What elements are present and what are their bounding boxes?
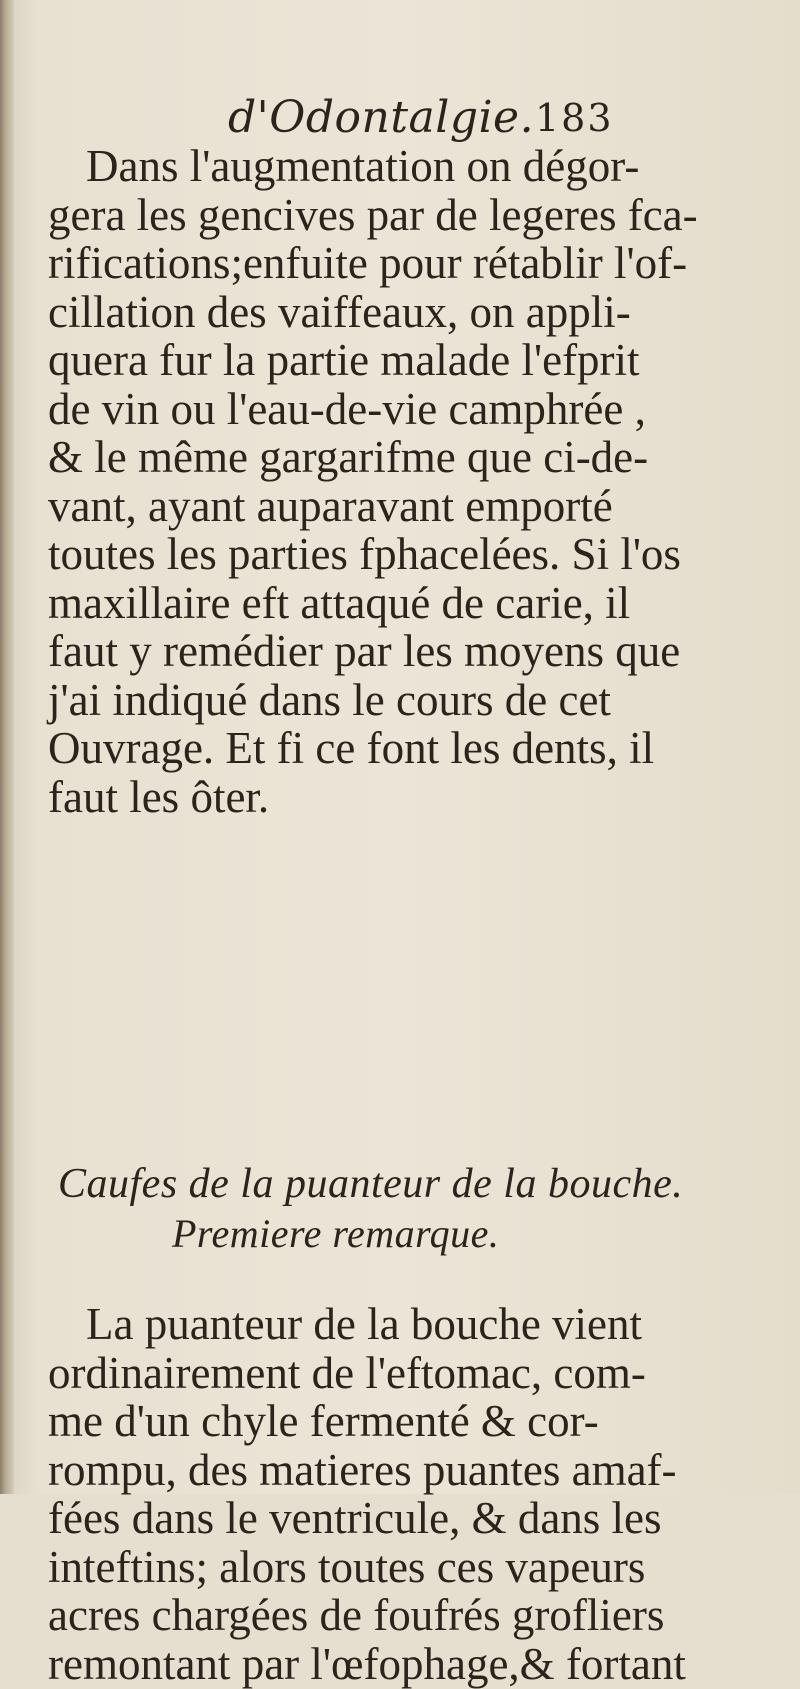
paragraph-1 bbox=[48, 141, 698, 822]
text-line: ordinairement de l'eftomac, com- bbox=[48, 1347, 646, 1398]
text-line: inteftins; alors toutes ces vapeurs bbox=[48, 1541, 646, 1592]
text-line: gera les gencives par de legeres fca- bbox=[48, 189, 698, 240]
text-line: Ouvrage. Et fi ce font les dents, il bbox=[48, 723, 655, 773]
text-line: toutes les parties fphacelées. Si l'os bbox=[48, 529, 681, 579]
text-line: acres chargées de foufrés grofliers bbox=[48, 1590, 665, 1640]
text-line: faut y remédier par les moyens que bbox=[48, 626, 681, 676]
text-line: cillation des vaiffeaux, on appli- bbox=[48, 286, 631, 337]
binding-edge bbox=[0, 0, 14, 1494]
text-line: fées dans le ventricule, & dans les bbox=[48, 1493, 662, 1543]
paragraph-2 bbox=[48, 1300, 698, 1688]
page-number: 183 bbox=[535, 96, 614, 140]
text-line: vant, ayant auparavant emporté bbox=[48, 480, 613, 531]
text-line: Dans l'augmentation on dégor- bbox=[86, 141, 640, 191]
text-line: quera fur la partie malade l'efprit bbox=[48, 335, 640, 385]
text-line: de vin ou l'eau-de-vie camphrée , bbox=[48, 383, 646, 434]
running-title: d'Odontalgie. bbox=[228, 92, 535, 143]
section-subtitle: Premiere remarque. bbox=[172, 1211, 500, 1256]
text-line: rompu, des matieres puantes amaf- bbox=[48, 1444, 677, 1495]
text-line: rifications;enfuite pour rétablir l'of- bbox=[48, 238, 688, 288]
text-line: faut les ôter. bbox=[48, 771, 270, 822]
text-line: & le même gargarifme que ci-de- bbox=[48, 432, 649, 482]
text-line: remontant par l'œfophage,& fortant bbox=[48, 1638, 686, 1689]
text-line: La puanteur de la bouche vient bbox=[86, 1299, 643, 1349]
text-line: j'ai indiqué dans le cours de cet bbox=[48, 674, 611, 725]
text-line: me d'un chyle fermenté & cor- bbox=[48, 1396, 599, 1446]
section-title: Caufes de la puanteur de la bouche. bbox=[58, 1161, 684, 1207]
text-line: maxillaire eft attaqué de carie, il bbox=[48, 577, 631, 628]
